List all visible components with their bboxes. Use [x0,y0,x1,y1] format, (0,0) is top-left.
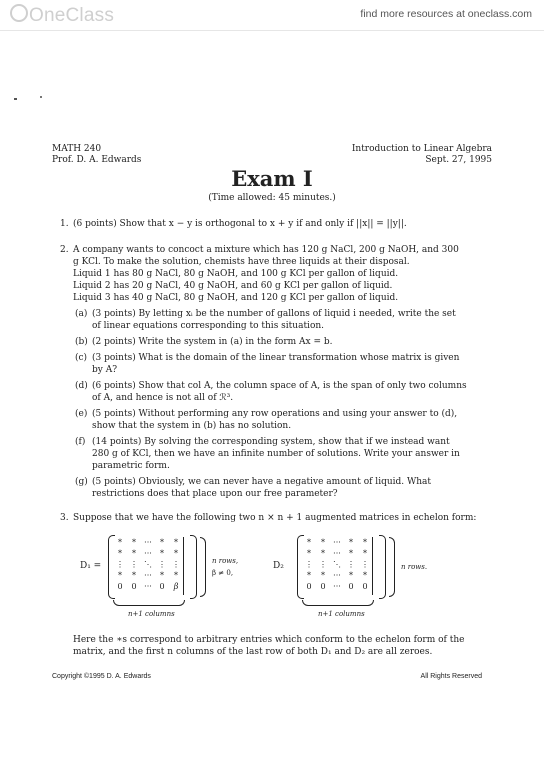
rights-reserved: All Rights Reserved [420,673,482,680]
matrix-entry: ⋮ [305,560,313,569]
q3-after-1: Here the ∗s correspond to arbitrary entries which conform to the echelon form of the [73,635,465,645]
copyright: Copyright ©1995 D. A. Edwards [52,673,151,680]
matrix-d2 [302,537,372,592]
matrix-entry: * [160,538,164,547]
matrix-entry: ⋱ [333,560,341,569]
oneclass-logo[interactable]: OneClass [10,4,114,27]
q3-text: Suppose that we have the following two n × n + 1 augmented matrices in echelon form: [73,513,477,523]
q2-intro-1: A company wants to concoct a mixture which has 120 g NaCl, 200 g NaOH, and 300 [73,245,459,255]
matrix-entry: * [363,549,367,558]
d1-column-brace [113,600,185,606]
matrix-entry: * [174,571,178,580]
q3-after-2: matrix, and the first n columns of the last row of both D₁ and D₂ are all zeroes. [73,647,433,657]
q2-part-label: (c) [75,353,88,363]
q2-part-text: parametric form. [92,461,170,471]
q2-part-text: (6 points) Show that col A, the column space of A, is the span of only two columns [92,381,467,391]
d1-row-brace [200,537,206,597]
exam-page [0,30,544,770]
matrix-entry: * [174,538,178,547]
q2-part-label: (g) [75,477,88,487]
q2-part-text: (2 points) Write the system in (a) in the form Ax = b. [92,337,333,347]
matrix-entry: * [160,571,164,580]
professor-name: Prof. D. A. Edwards [52,155,142,165]
d2-column-brace [302,600,374,606]
q2-liquid-3: Liquid 3 has 40 g NaCl, 80 g NaOH, and 120 g KCl per gallon of liquid. [73,293,399,303]
q2-liquid-1: Liquid 1 has 80 g NaCl, 80 g NaOH, and 100 g KCl per gallon of liquid. [73,269,399,279]
matrix-entry: ··· [333,549,341,558]
matrix-entry: * [349,571,353,580]
q2-part-text: (14 points) By solving the corresponding system, show that if we instead want [92,437,450,447]
matrix-entry: ··· [333,582,341,591]
matrix-entry: ⋮ [347,560,355,569]
matrix-entry: * [132,549,136,558]
matrix-entry: ··· [144,582,152,591]
q2-number: 2. [60,245,69,255]
q3-number: 3. [60,513,69,523]
q2-intro-2: g KCl. To make the solution, chemists have three liquids at their disposal. [73,257,410,267]
q2-part-text: of A, and hence is not all of ℛ³. [92,393,234,403]
d1-label: D₁ = [80,561,102,571]
matrix-entry: * [132,571,136,580]
d2-row-brace [389,537,395,597]
matrix-entry: * [118,549,122,558]
matrix-entry: * [118,571,122,580]
q2-part-label: (e) [75,409,88,419]
d1-augment-bar [183,537,184,595]
matrix-entry: ··· [333,538,341,547]
course-title: Introduction to Linear Algebra [351,144,492,154]
exam-date: Sept. 27, 1995 [425,155,492,165]
q2-part-label: (a) [75,309,88,319]
q2-part-label: (d) [75,381,88,391]
matrix-entry: * [349,538,353,547]
d2-label: D₂ [273,561,284,571]
q2-part-text: (5 points) Obviously, we can never have a negative amount of liquid. What [92,477,432,487]
matrix-entry: ⋮ [116,560,124,569]
matrix-entry: * [160,549,164,558]
matrix-entry: * [321,549,325,558]
matrix-entry: * [174,549,178,558]
d1-rows-note: n rows, [212,557,239,565]
matrix-entry: ··· [144,549,152,558]
matrix-entry: 0 [131,582,137,591]
matrix-entry: ⋮ [319,560,327,569]
matrix-entry: * [363,538,367,547]
logo-circle-icon [10,4,28,22]
exam-time: (Time allowed: 45 minutes.) [208,193,336,203]
matrix-entry: * [321,538,325,547]
d1-beta-note: β ≠ 0, [212,569,234,577]
matrix-entry: ⋮ [172,560,180,569]
matrix-entry: ⋱ [144,560,152,569]
matrix-entry: 0 [348,582,354,591]
q2-part-text: 280 g of KCl, then we have an infinite number of solutions. Write your answer in [92,449,460,459]
header-right [352,144,492,166]
q2-part-label: (b) [75,337,88,347]
matrix-entry: 0 [117,582,123,591]
matrix-d1 [113,537,183,592]
q2-part-text: (3 points) By letting xᵢ be the number of gallons of liquid i needed, write the set [92,309,456,319]
q2-part-text: (5 points) Without performing any row operations and using your answer to (d), [92,409,458,419]
course-code: MATH 240 [52,144,102,154]
q2-part-text: restrictions does that place upon our free parameter? [92,489,338,499]
matrix-entry: * [349,549,353,558]
matrix-entry: 0 [306,582,312,591]
matrix-entry: * [321,571,325,580]
d2-rows-note: n rows. [401,563,428,571]
exam-title: Exam I [231,166,313,191]
q2-part-text: (3 points) What is the domain of the linear transformation whose matrix is given [92,353,460,363]
matrix-entry: * [307,538,311,547]
d2-augment-bar [372,537,373,595]
matrix-entry: ··· [144,571,152,580]
d2-columns-note: n+1 columns [318,610,365,618]
matrix-entry: β [173,582,179,591]
matrix-entry: * [118,538,122,547]
q1-number: 1. [60,219,69,229]
q2-part-text: by A? [92,365,118,375]
matrix-entry: 0 [362,582,368,591]
q1-text: (6 points) Show that x − y is orthogonal to x + y if and only if ||x|| = ||y||. [73,219,407,229]
site-header [0,0,544,31]
matrix-entry: ⋮ [130,560,138,569]
matrix-entry: ··· [333,571,341,580]
matrix-entry: ··· [144,538,152,547]
matrix-entry: 0 [159,582,165,591]
find-more-resources-link[interactable]: find more resources at oneclass.com [360,8,532,20]
matrix-entry: * [132,538,136,547]
q2-part-text: show that the system in (b) has no solution. [92,421,292,431]
matrix-entry: 0 [320,582,326,591]
matrix-entry: * [363,571,367,580]
q2-part-text: of linear equations corresponding to this situation. [92,321,325,331]
matrix-entry: * [307,571,311,580]
q2-part-label: (f) [75,437,86,447]
d1-columns-note: n+1 columns [128,610,175,618]
matrix-entry: ⋮ [361,560,369,569]
d1-right-bracket [190,535,197,599]
matrix-entry: ⋮ [158,560,166,569]
d2-right-bracket [379,535,386,599]
scan-mark [40,96,42,98]
scan-mark [14,98,17,100]
matrix-entry: * [307,549,311,558]
header-left [52,144,141,166]
q2-liquid-2: Liquid 2 has 20 g NaCl, 40 g NaOH, and 60 g KCl per gallon of liquid. [73,281,393,291]
